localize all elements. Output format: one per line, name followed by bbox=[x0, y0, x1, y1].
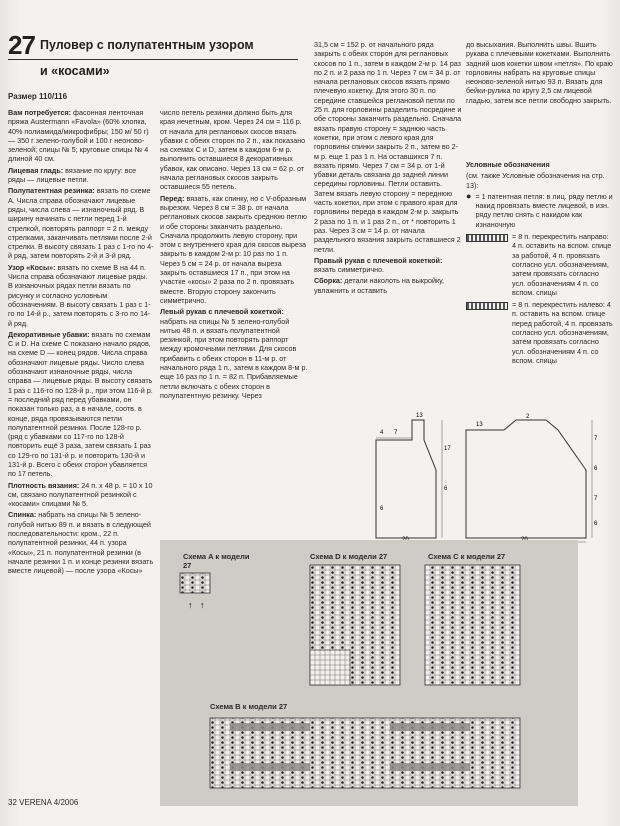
paragraph-text: число петель резинки должно быть для края нечетным, кром. Через 24 см = 116 р. от начала для реглановых скосов вязать убавки с обеих сторон по 2 п., как показано на схемах C и D, затем в каждом 6-м р. выполнить оставшиеся 8 декоративных убавок, как описано. Через 13 см = 62 р. от начала реглановых скосов закрыть оставшиеся 55 петель. bbox=[160, 108, 306, 192]
dim-label: 6 bbox=[594, 521, 598, 527]
legend-title: Условные обозначения bbox=[466, 160, 550, 169]
paragraph-heading: Перед: bbox=[160, 193, 185, 203]
paragraph-heading: Левый рукав с плечевой кокеткой: bbox=[160, 307, 284, 317]
paragraph-text: вязать симметрично. bbox=[314, 265, 385, 275]
paragraph-text: вязать, как спинку, но с V-образным вырезом. Через 8 см = 38 р. от начала реглановых скосов закрыть среднюю петлю и обе стороны заканчить раздельно. Сначала продолжить левую сторону, при этом с внутреннего края для скосов выреза закрыть в каждом 2-м р: 10 раз по 1 п. Через 5 см = 24 р. от начала выреза закрыть оставшиеся 17 п., при этом на участке «косы» 2 раза по 2 п. провязать вместе. Вторую сторону закончить симметрично. bbox=[160, 193, 307, 305]
column-1 bbox=[8, 108, 154, 578]
legend-item bbox=[466, 300, 614, 365]
paragraph bbox=[8, 330, 154, 479]
dim-label: 6 bbox=[380, 506, 384, 512]
schema-c-title: Схема C к модели 27 bbox=[428, 552, 506, 561]
paragraph bbox=[160, 307, 308, 400]
title-line2: и «косами» bbox=[40, 64, 110, 78]
paragraph-text: набрать на спицы № 5 зелено-голубой нитью 48 п. и вязать полупатентной резинкой, при этом повторять раппорт между кромочными петлями. Для скосов прибавить с обеих сторон в 11-м р. от начального ряда 1 п., затем в каждом 8-м р. еще 16 раз по 1 п. = 82 п. Прибавляемые петли включать с обеих сторон в полупатентную резинку. Через bbox=[160, 316, 308, 400]
paragraph-text: вязание по кругу: все ряды — лицевые петли. bbox=[8, 165, 137, 185]
paragraph-text: 31,5 см = 152 р. от начального ряда закрыть с обеих сторон для реглановых скосов по 1 п., затем в каждом 2-м р. 14 раз по 2 п. и 2 раза по 1 п. Через 7 см = 34 р. от начала реглановых скосов вязать прямо плечевую кокетку. Для этого 30 п. по середине ставшейся реглановой петли по 25 п. для горловины разделить посредине и обе стороны заканчить раздельно. Сначала вязать правую сторону = заднюю часть кокетки, при этом с левого края для горловины спинки закрыть 2 п., затем во 2-м р. еще 1 раз 1 п. На оставшихся 7 п. вязать прямо. Через 7 см = 34 р. от 1-й убавки деталь связана до задней линии середины горловины. Петли оставить. Затем вязать левую сторону = переднюю часть кокетки, при этом с правого края для горловины переда в каждом 2-м р. закрыть 2 раза по 1 п. и 1 раз 2 п., от * повторить 1 раз. Через 3 см = 14 р. от начала раздельного вязания закрыть оставшиеся 2 петли. bbox=[314, 40, 462, 254]
paragraph-text: до высыхания. Выполнить швы. Вшить рукава с плечевыми кокетками. Выполнить задний шов кокетки швом «петля». По краю горловины набрать на круговые спицы неоново-зеленой нитью 93 п. Вязать для бейки-рулика по кругу 2,5 см лицевой гладью, затем все петли свободно закрыть. bbox=[466, 40, 613, 105]
paragraph bbox=[8, 510, 154, 575]
paragraph-text: детали наколоть на выкройку, увлажнить и оставить bbox=[314, 276, 445, 295]
legend-item-text: = 1 патентная петля: в лиц. ряду петлю и накид провязать вместе лицевой, в изн. ряду петлю снять с накидом как изнаночную bbox=[475, 191, 613, 229]
paragraph bbox=[314, 256, 462, 275]
pattern-diagram bbox=[366, 410, 606, 545]
cross-left-icon bbox=[466, 302, 508, 310]
dim-label: 4 bbox=[380, 430, 384, 436]
dim-label: 17 bbox=[444, 446, 451, 452]
paragraph-heading: Полупатентная резинка: bbox=[8, 186, 95, 196]
paragraph-heading: Сборка: bbox=[314, 276, 343, 286]
paragraph bbox=[8, 263, 154, 328]
paragraph bbox=[160, 108, 308, 192]
legend-item bbox=[466, 192, 614, 229]
cross-right-icon bbox=[466, 234, 508, 242]
paragraph-text: 24 п. x 48 р. = 10 x 10 см, связано полупатентной резинкой с «косами» спицами № 5. bbox=[8, 480, 153, 509]
paragraph bbox=[314, 40, 462, 254]
paragraph-heading: Плотность вязания: bbox=[8, 480, 80, 490]
schema-grids bbox=[160, 540, 578, 806]
back-pattern-shape bbox=[466, 420, 586, 538]
paragraph-heading: Лицевая гладь: bbox=[8, 165, 64, 175]
paragraph-heading: Вам потребуется: bbox=[8, 108, 72, 117]
page-footer: 32 VERENA 4/2006 bbox=[8, 798, 79, 807]
legend bbox=[466, 160, 614, 368]
paragraph-heading: Декоративные убавки: bbox=[8, 329, 90, 339]
paragraph-text: вязать по схеме A. Числа справа обозначают лицевые ряды, числа слева — изнаночный ряд. В ширину начинать с петли перед 1-й стрелкой, повторять раппорт = 2 п. между стрелками, заканчивать петлями после 2-й стрелки. В высоту связать 1 раз с 1-го по 4-й ряд, затем повторять 2-й и 3-й ряд. bbox=[8, 186, 154, 261]
arrow-up-icon: ↑ bbox=[200, 600, 205, 610]
paragraph bbox=[8, 166, 154, 185]
schema-a-title: Схема A к модели 27 bbox=[183, 552, 250, 570]
paragraph-heading: Узор «Косы»: bbox=[8, 262, 56, 272]
front-pattern-shape bbox=[376, 420, 436, 538]
legend-item-text: = 8 п. перекрестить направо: 4 п. оставить на вспом. спице за работой, 4 п. провязать согласно усл. обозначениям, затем провязать согласно усл. обозначениям 4 п. со вспом. спицы bbox=[512, 232, 612, 297]
schema-a-grid bbox=[180, 573, 210, 593]
dim-label: 6 bbox=[594, 466, 598, 472]
paragraph bbox=[314, 276, 462, 295]
legend-item-text: = 8 п. перекрестить налево: 4 п. оставить на вспом. спице перед работой, 4 п. провязать согласно усл. обозначениям, затем провязать согласно усл. обозначениям 4 п. со вспом. спицы bbox=[512, 300, 613, 365]
column-2 bbox=[160, 108, 308, 402]
dim-label: 7 bbox=[594, 496, 598, 502]
paragraph-heading: Правый рукав с плечевой кокеткой: bbox=[314, 255, 443, 265]
paragraph bbox=[8, 108, 154, 164]
column-4 bbox=[466, 40, 614, 107]
paragraph bbox=[466, 40, 614, 105]
column-3 bbox=[314, 40, 462, 297]
schema-b-title: Схема B к модели 27 bbox=[210, 702, 288, 711]
dim-label: 2 bbox=[526, 414, 530, 420]
patent-stitch-icon: ● bbox=[466, 190, 472, 201]
legend-subtitle: (см. также Условные обозначения на стр. 13): bbox=[466, 171, 605, 190]
title-line1: Пуловер с полупатентным узором bbox=[40, 38, 254, 52]
schema-c-grid bbox=[425, 565, 520, 685]
title-rule bbox=[8, 59, 298, 60]
paragraph-text: вязать по схеме B на 44 п. Числа справа обозначают лицевые ряды. В изнаночных рядах петли вязать по рисунку и согласно условным обозначениям. В высоту связать 1 раз с 1-го по 14-й р., затем повторять с 3-го по 14-й ряд. bbox=[8, 262, 151, 328]
schema-d-title: Схема D к модели 27 bbox=[310, 552, 388, 561]
dim-label: 13 bbox=[476, 422, 483, 428]
size-label: Размер 110/116 bbox=[8, 92, 68, 101]
paragraph bbox=[160, 194, 308, 306]
paragraph-heading: Спинка: bbox=[8, 510, 37, 520]
dim-label: 7 bbox=[594, 436, 598, 442]
arrow-up-icon: ↑ bbox=[188, 600, 193, 610]
dim-label: 13 bbox=[416, 413, 423, 419]
paragraph bbox=[8, 481, 154, 509]
dim-label: 6 bbox=[444, 486, 448, 492]
paragraph bbox=[8, 186, 154, 260]
model-number: 27 bbox=[8, 30, 35, 60]
legend-item bbox=[466, 232, 614, 297]
paragraph-text: фасонная ленточная пряжа Austermann «Favola» (60% хлопка, 40% полиамида/микрофибры; 150 м/ 50 г) — 350 г зелено-голубой и 100 г неоново-зеленой; спицы № 5; круговые спицы № 4 длиной 40 см. bbox=[8, 108, 149, 164]
paragraph-text: вязать по схемам C и D. На схеме C показано начало рядов, на схеме D — конец рядов. Числа справа обозначают лицевые ряды. Число слева обозначают изнаночные ряды, числа справа — лицевые ряды. В высоту связать 1 раз с 116-го по 128-й р., при этом 116-й р. = последний ряд перед убавками, он показан только раз, а в начале, соотв. в конце, ряда провязываются петли полупатентной резинки. После 128-го р. (ряд с убавками со 117-го по 128-й повторить ещё 3 раза, затем связать 1 раз со 129-го по 131-й р. и повторить 130-й и 131-й р. Всего с обеих сторон убавляется по 17 петель. bbox=[8, 329, 153, 479]
paragraph-text: набрать на спицы № 5 зелено-голубой нитью 89 п. и вязать в следующей последовательности: кром., 22 п. полупатентной резинки, 44 п. узора «Косы», 21 п. полупатентной резинки (в начале резинки 1 п. и конце резинки вязать вместе лицевой) — после узора «Косы» bbox=[8, 510, 154, 576]
dim-label: 7 bbox=[394, 430, 398, 436]
